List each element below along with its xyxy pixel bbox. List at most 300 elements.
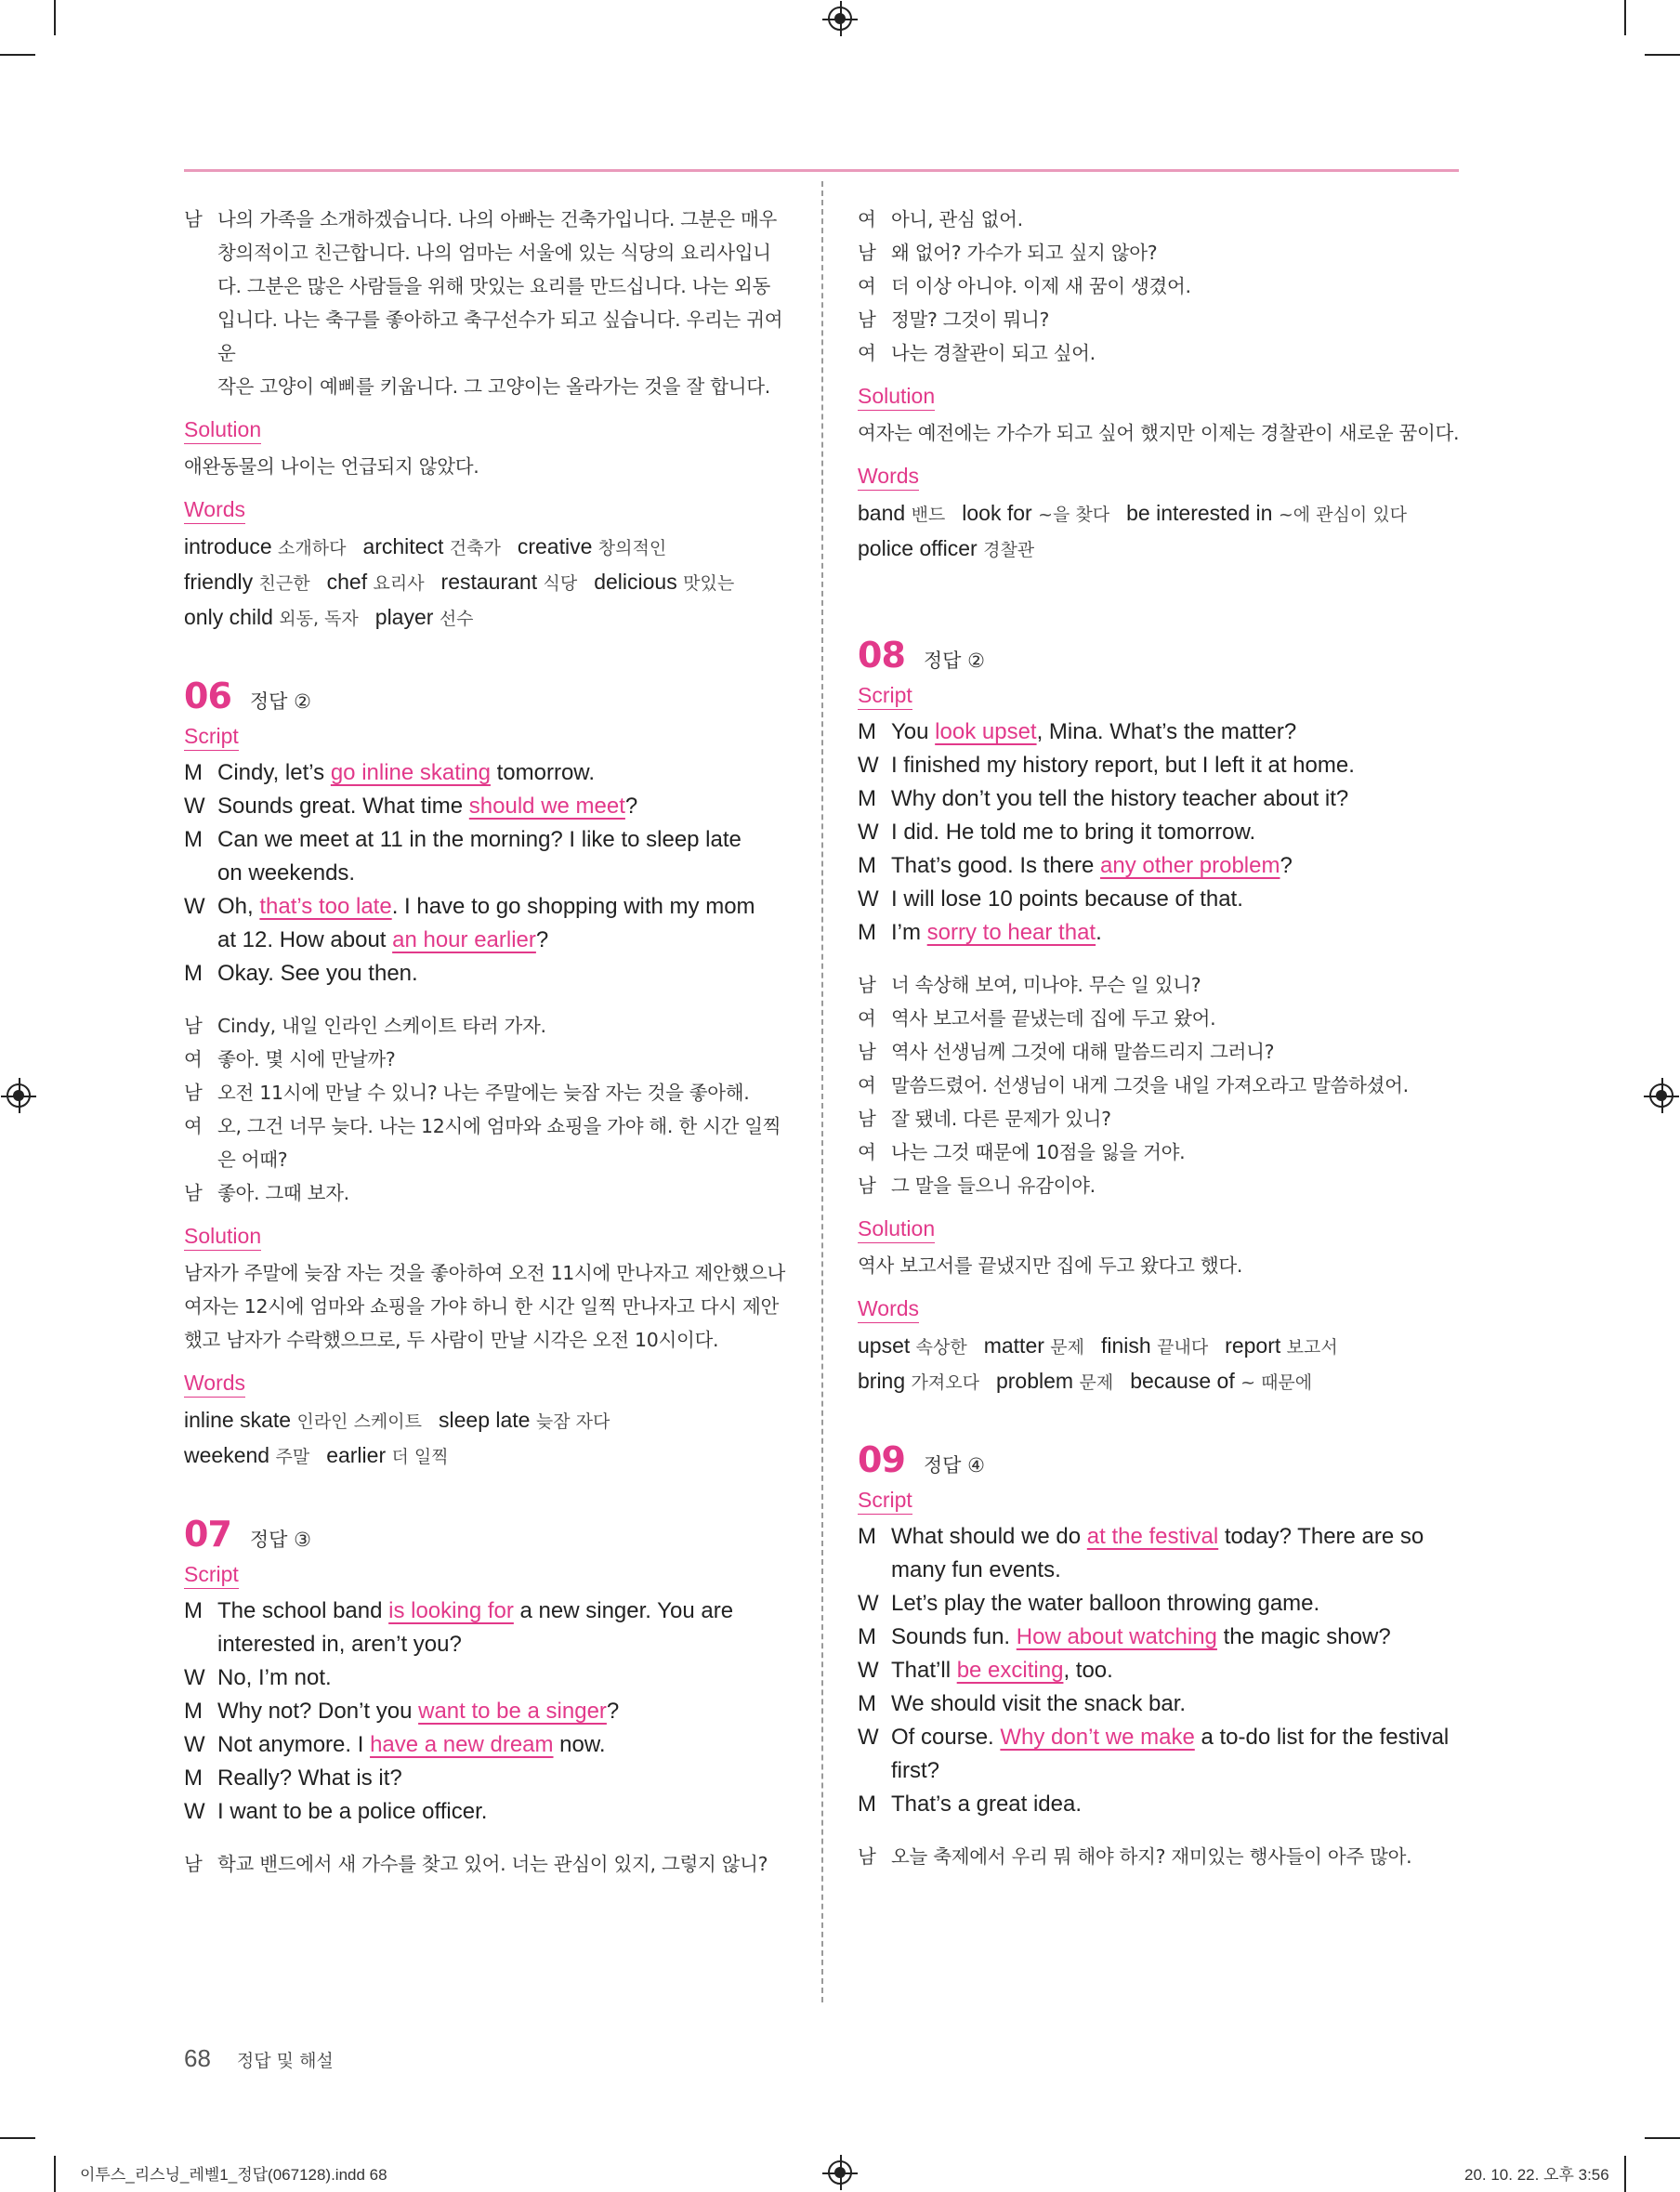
script-text: I will lose 10 points because of that. xyxy=(891,886,1243,912)
word-kr: 친근한 xyxy=(258,573,310,594)
script-text: That’s a great idea. xyxy=(891,1792,1083,1817)
speaker-label: 남 xyxy=(858,1041,876,1063)
word-en: weekend xyxy=(184,1443,270,1467)
speaker-label xyxy=(184,236,217,269)
key-phrase: have a new dream xyxy=(370,1732,554,1757)
speaker-label: M xyxy=(858,1624,876,1649)
line xyxy=(858,1788,1460,1821)
line-text xyxy=(891,1788,1460,1821)
solution-text: 했고 남자가 수락했으므로, 두 사람이 만날 시각은 오전 10시이다. xyxy=(184,1329,719,1351)
line-text xyxy=(891,715,1460,749)
line xyxy=(858,715,1460,749)
solution-text: 역사 보고서를 끝냈지만 집에 두고 왔다고 했다. xyxy=(858,1254,1243,1277)
script-text: the magic show? xyxy=(1216,1624,1391,1649)
line-text xyxy=(217,924,786,957)
crop-mark xyxy=(54,0,56,35)
line xyxy=(184,236,786,269)
line-text xyxy=(891,1721,1460,1754)
line-text xyxy=(891,1754,1460,1788)
speaker-label xyxy=(184,857,217,890)
line xyxy=(184,756,786,790)
word-en: restaurant xyxy=(440,570,538,594)
line-text xyxy=(217,1762,786,1795)
words-row xyxy=(184,565,786,600)
crop-mark xyxy=(1624,0,1626,35)
word-en: architect xyxy=(362,534,444,558)
line-text xyxy=(217,857,786,890)
line-text: 나의 가족을 소개하겠습니다. 나의 아빠는 건축가입니다. 그분은 매우 xyxy=(217,208,778,230)
words-label: Words xyxy=(858,1295,919,1323)
line xyxy=(858,236,1460,269)
word-kr: 속상한 xyxy=(915,1337,967,1358)
script-text: at 12. How about xyxy=(217,927,393,952)
speaker-label: W xyxy=(858,820,879,845)
script-text: Sounds great. What time xyxy=(217,794,469,819)
word-kr: ~을 찾다 xyxy=(1038,505,1110,525)
script-text: now. xyxy=(553,1732,606,1757)
line-text xyxy=(217,890,786,924)
script-text: Can we meet at 11 in the morning? I like to sleep late xyxy=(217,827,742,852)
registration-mark-icon xyxy=(828,7,852,31)
line-text: 좋아. 몇 시에 만날까? xyxy=(217,1048,396,1070)
line xyxy=(858,1721,1460,1754)
speaker-label: 여 xyxy=(858,208,876,230)
line-text: 말씀드렸어. 선생님이 내게 그것을 내일 가져오라고 말씀하셨어. xyxy=(891,1074,1409,1096)
speaker-label xyxy=(184,1628,217,1661)
line-text xyxy=(891,1554,1460,1587)
line-text xyxy=(217,1628,786,1661)
line-text: 작은 고양이 예삐를 키웁니다. 그 고양이는 올라가는 것을 잘 합니다. xyxy=(217,375,770,398)
words-row xyxy=(184,600,786,636)
line xyxy=(858,1035,1460,1069)
word-en: upset xyxy=(858,1333,911,1358)
line-text xyxy=(891,782,1460,816)
word-kr: 보고서 xyxy=(1286,1337,1338,1358)
speaker-label: W xyxy=(858,1658,879,1683)
script-text: tomorrow. xyxy=(490,760,595,785)
word-en: look for xyxy=(962,501,1032,525)
speaker-label: M xyxy=(858,1524,876,1549)
speaker-label: M xyxy=(184,827,203,852)
speaker-label: M xyxy=(858,1792,876,1817)
line xyxy=(184,924,786,957)
question-number: 08 xyxy=(858,635,905,676)
line-text: 오늘 축제에서 우리 뭐 해야 하지? 재미있는 행사들이 아주 많아. xyxy=(891,1845,1412,1868)
script-text: I finished my history report, but I left it at home. xyxy=(891,753,1355,778)
line xyxy=(858,1102,1460,1135)
line xyxy=(858,1169,1460,1202)
speaker-label: 여 xyxy=(858,275,876,297)
speaker-label xyxy=(858,1754,891,1788)
word-kr: ~ 때문에 xyxy=(1240,1372,1313,1393)
line-text: 입니다. 나는 축구를 좋아하고 축구선수가 되고 싶습니다. 우리는 귀여운 xyxy=(217,308,783,364)
script-text: ? xyxy=(606,1699,620,1724)
words-row xyxy=(184,1403,786,1438)
script-label: Script xyxy=(858,682,912,710)
question-header xyxy=(858,1438,1460,1481)
key-phrase: How about watching xyxy=(1016,1624,1217,1649)
line xyxy=(858,1840,1460,1873)
line xyxy=(184,1176,786,1210)
script-text: , Mina. What’s the matter? xyxy=(1036,719,1297,744)
answer-label: 정답 ④ xyxy=(923,1454,985,1477)
word-kr: 주말 xyxy=(275,1447,310,1467)
answer-label: 정답 ③ xyxy=(249,1529,311,1551)
speaker-label: W xyxy=(858,1591,879,1616)
script-text: Really? What is it? xyxy=(217,1765,402,1791)
line xyxy=(184,823,786,857)
line-text xyxy=(891,849,1460,883)
script-text: ? xyxy=(624,794,638,819)
word-kr: 선수 xyxy=(439,609,474,629)
line xyxy=(858,336,1460,370)
word-kr: 창의적인 xyxy=(597,538,667,558)
script-text: Why not? Don’t you xyxy=(217,1699,419,1724)
line xyxy=(184,269,786,303)
word-en: chef xyxy=(326,570,368,594)
words-row xyxy=(184,1438,786,1474)
line-text xyxy=(217,1695,786,1728)
key-phrase: an hour earlier xyxy=(392,927,536,952)
line-text xyxy=(217,1661,786,1695)
word-en: inline skate xyxy=(184,1408,292,1432)
line-text xyxy=(891,749,1460,782)
script-text: I did. He told me to bring it tomorrow. xyxy=(891,820,1256,845)
word-kr: 밴드 xyxy=(911,505,946,525)
line xyxy=(184,1628,786,1661)
line-text: 창의적이고 친근합니다. 나의 엄마는 서울에 있는 식당의 요리사입니 xyxy=(217,242,771,264)
script-text: ? xyxy=(1280,853,1293,878)
word-en: because of xyxy=(1130,1369,1235,1393)
script-text: Oh, xyxy=(217,894,260,919)
speaker-label xyxy=(184,269,217,303)
key-phrase: sorry to hear that xyxy=(926,920,1096,945)
script-text: . I have to go shopping with my mom xyxy=(391,894,755,919)
question-header xyxy=(858,634,1460,676)
crop-mark xyxy=(1645,54,1680,56)
word-en: delicious xyxy=(594,570,677,594)
line-text xyxy=(891,816,1460,849)
question-number: 06 xyxy=(184,676,231,716)
line-text xyxy=(891,1520,1460,1554)
key-phrase: is looking for xyxy=(388,1598,514,1623)
speaker-label xyxy=(184,370,217,403)
script-text: Let’s play the water balloon throwing game. xyxy=(891,1591,1320,1616)
word-kr: 문제 xyxy=(1050,1337,1085,1358)
question-header xyxy=(184,1513,786,1555)
speaker-label: 남 xyxy=(184,1182,203,1204)
line xyxy=(858,303,1460,336)
words-row xyxy=(858,532,1460,567)
line-text: 다. 그분은 많은 사람들을 위해 맛있는 요리를 만드십니다. 나는 외동 xyxy=(217,275,770,297)
script-text: I’m xyxy=(891,920,927,945)
line xyxy=(184,1762,786,1795)
word-kr: 늦잠 자다 xyxy=(535,1411,610,1432)
word-kr: 가져오다 xyxy=(911,1372,979,1393)
line xyxy=(184,1109,786,1143)
script-text: , too. xyxy=(1063,1658,1113,1683)
line xyxy=(858,1069,1460,1102)
line-text: 아니, 관심 없어. xyxy=(891,208,1023,230)
word-en: bring xyxy=(858,1369,906,1393)
speaker-label: 남 xyxy=(858,308,876,331)
line-text xyxy=(217,1728,786,1762)
line xyxy=(858,1135,1460,1169)
registration-mark-icon xyxy=(828,2160,852,2185)
speaker-label: 남 xyxy=(858,1845,876,1868)
line xyxy=(858,1587,1460,1621)
line-text: 은 어때? xyxy=(217,1149,288,1171)
question-number: 07 xyxy=(184,1514,231,1555)
line xyxy=(184,1661,786,1695)
script-text: a to-do list for the festival xyxy=(1194,1725,1450,1750)
script-label: Script xyxy=(184,723,239,751)
words-row xyxy=(858,1329,1460,1364)
word-kr: 요리사 xyxy=(373,573,425,594)
line xyxy=(184,303,786,370)
line xyxy=(184,203,786,236)
speaker-label: 남 xyxy=(184,1015,203,1037)
solution-label: Solution xyxy=(858,383,935,411)
script-text: Not anymore. I xyxy=(217,1732,371,1757)
line xyxy=(858,203,1460,236)
left-column xyxy=(184,203,786,1881)
line xyxy=(858,916,1460,950)
word-en: sleep late xyxy=(439,1408,531,1432)
word-en: band xyxy=(858,501,906,525)
question-number: 09 xyxy=(858,1439,905,1480)
column-divider xyxy=(821,181,823,2002)
speaker-label xyxy=(184,924,217,957)
word-kr: 건축가 xyxy=(449,538,501,558)
word-kr: 식당 xyxy=(543,573,578,594)
line xyxy=(184,370,786,403)
words-label: Words xyxy=(184,1370,245,1398)
speaker-label xyxy=(184,1143,217,1176)
script-text: The school band xyxy=(217,1598,389,1623)
key-phrase: should we meet xyxy=(468,794,625,819)
line xyxy=(184,957,786,991)
line-text: Cindy, 내일 인라인 스케이트 타러 가자. xyxy=(217,1015,546,1037)
word-en: creative xyxy=(517,534,593,558)
line-text: 좋아. 그때 보자. xyxy=(217,1182,349,1204)
speaker-label: M xyxy=(184,1699,203,1724)
crop-mark xyxy=(54,2156,56,2192)
word-kr: 맛있는 xyxy=(683,573,735,594)
speaker-label: W xyxy=(858,886,879,912)
speaker-label: 여 xyxy=(858,1074,876,1096)
word-kr: 인라인 스케이트 xyxy=(296,1411,422,1432)
line xyxy=(858,1002,1460,1035)
speaker-label: 남 xyxy=(184,1082,203,1104)
script-text: interested in, aren’t you? xyxy=(217,1632,462,1657)
line-text: 정말? 그것이 뭐니? xyxy=(891,308,1050,331)
line-text: 오, 그건 너무 늦다. 나는 12시에 엄마와 쇼핑을 가야 해. 한 시간 일찍 xyxy=(217,1115,781,1137)
answer-label: 정답 ② xyxy=(249,690,311,713)
line xyxy=(184,1143,786,1176)
speaker-label: M xyxy=(858,786,876,811)
line xyxy=(184,1695,786,1728)
words-row xyxy=(858,496,1460,532)
line-text xyxy=(217,790,786,823)
crop-mark xyxy=(0,2137,35,2139)
word-en: finish xyxy=(1101,1333,1151,1358)
line xyxy=(858,782,1460,816)
speaker-label: W xyxy=(184,894,205,919)
question-header xyxy=(184,675,786,717)
line xyxy=(858,1621,1460,1654)
speaker-label: M xyxy=(858,1691,876,1716)
words-label: Words xyxy=(184,496,245,524)
solution-text: 애완동물의 나이는 언급되지 않았다. xyxy=(184,455,479,478)
speaker-label: 여 xyxy=(858,1007,876,1030)
line-text xyxy=(217,1795,786,1829)
line xyxy=(184,790,786,823)
line-text: 역사 보고서를 끝냈는데 집에 두고 왔어. xyxy=(891,1007,1216,1030)
line xyxy=(858,269,1460,303)
key-phrase: at the festival xyxy=(1086,1524,1219,1549)
line xyxy=(858,749,1460,782)
line xyxy=(184,1043,786,1076)
script-text: . xyxy=(1096,920,1102,945)
word-en: police officer xyxy=(858,536,978,560)
line xyxy=(858,883,1460,916)
speaker-label: W xyxy=(184,1665,205,1690)
word-en: matter xyxy=(983,1333,1044,1358)
script-text: No, I’m not. xyxy=(217,1665,332,1690)
solution-label: Solution xyxy=(184,1223,261,1251)
speaker-label: M xyxy=(184,1765,203,1791)
line-text: 나는 경찰관이 되고 싶어. xyxy=(891,342,1096,364)
speaker-label: M xyxy=(858,719,876,744)
script-text: What should we do xyxy=(891,1524,1087,1549)
line xyxy=(858,1654,1460,1687)
script-text: That’ll xyxy=(891,1658,957,1683)
line-text: 학교 밴드에서 새 가수를 찾고 있어. 너는 관심이 있지, 그렇지 않니? xyxy=(217,1853,768,1875)
word-en: problem xyxy=(995,1369,1074,1393)
line-text xyxy=(891,1587,1460,1621)
line-text: 오전 11시에 만날 수 있니? 나는 주말에는 늦잠 자는 것을 좋아해. xyxy=(217,1082,750,1104)
registration-mark-icon xyxy=(1649,1083,1673,1108)
speaker-label: 남 xyxy=(858,974,876,996)
key-phrase: look upset xyxy=(935,719,1037,744)
key-phrase: go inline skating xyxy=(330,760,491,785)
word-kr: 더 일찍 xyxy=(391,1447,449,1467)
speaker-label: W xyxy=(858,1725,879,1750)
line xyxy=(858,816,1460,849)
speaker-label: M xyxy=(858,920,876,945)
words-row xyxy=(184,530,786,565)
line xyxy=(184,1009,786,1043)
line-text: 더 이상 아니야. 이제 새 꿈이 생겼어. xyxy=(891,275,1191,297)
word-en: earlier xyxy=(326,1443,387,1467)
speaker-label: W xyxy=(858,753,879,778)
page-footer xyxy=(184,2044,334,2073)
script-text: I want to be a police officer. xyxy=(217,1799,488,1824)
script-text: first? xyxy=(891,1758,940,1783)
right-column xyxy=(858,203,1460,1873)
answer-label: 정답 ② xyxy=(923,650,985,672)
speaker-label: 여 xyxy=(184,1048,203,1070)
key-phrase: be exciting xyxy=(956,1658,1064,1683)
speaker-label xyxy=(858,1554,891,1587)
line-text: 왜 없어? 가수가 되고 싶지 않아? xyxy=(891,242,1158,264)
line xyxy=(184,857,786,890)
line-text xyxy=(217,756,786,790)
crop-mark xyxy=(0,54,35,56)
word-kr: 외동, 독자 xyxy=(279,609,359,629)
line xyxy=(184,1847,786,1881)
speaker-label xyxy=(184,303,217,370)
script-text: today? There are so xyxy=(1218,1524,1424,1549)
script-label: Script xyxy=(184,1561,239,1589)
word-en: report xyxy=(1225,1333,1281,1358)
line-text: 잘 됐네. 다른 문제가 있니? xyxy=(891,1108,1111,1130)
line xyxy=(184,1728,786,1762)
crop-mark xyxy=(1624,2156,1626,2192)
word-en: introduce xyxy=(184,534,272,558)
word-en: be interested in xyxy=(1126,501,1273,525)
speaker-label: W xyxy=(184,1799,205,1824)
solution-label: Solution xyxy=(858,1215,935,1243)
line-text xyxy=(891,883,1460,916)
speaker-label: 여 xyxy=(858,342,876,364)
key-phrase: any other problem xyxy=(1100,853,1280,878)
line-text xyxy=(891,1654,1460,1687)
line xyxy=(858,968,1460,1002)
crop-mark xyxy=(1645,2137,1680,2139)
line-text: 너 속상해 보여, 미나야. 무슨 일 있니? xyxy=(891,974,1201,996)
speaker-label: 남 xyxy=(858,1175,876,1197)
speaker-label: M xyxy=(858,853,876,878)
line xyxy=(184,1595,786,1628)
line-text: 나는 그것 때문에 10점을 잃을 거야. xyxy=(891,1141,1186,1163)
script-text: You xyxy=(891,719,936,744)
line xyxy=(184,1795,786,1829)
speaker-label: M xyxy=(184,1598,203,1623)
key-phrase: that’s too late xyxy=(259,894,392,919)
solution-text: 여자는 12시에 엄마와 쇼핑을 가야 하니 한 시간 일찍 만나자고 다시 제안 xyxy=(184,1295,779,1318)
line xyxy=(858,1554,1460,1587)
line xyxy=(858,1687,1460,1721)
script-text: many fun events. xyxy=(891,1557,1061,1582)
script-text: Of course. xyxy=(891,1725,1001,1750)
speaker-label: W xyxy=(184,1732,205,1757)
word-kr: ~에 관심이 있다 xyxy=(1278,505,1407,525)
script-text: Okay. See you then. xyxy=(217,961,418,986)
solution-label: Solution xyxy=(184,416,261,444)
line-text xyxy=(217,957,786,991)
script-text: ? xyxy=(535,927,549,952)
speaker-label: M xyxy=(184,961,203,986)
line xyxy=(184,890,786,924)
word-en: only child xyxy=(184,605,273,629)
word-kr: 소개하다 xyxy=(278,538,347,558)
words-row xyxy=(858,1364,1460,1399)
speaker-label: 여 xyxy=(858,1141,876,1163)
key-phrase: want to be a singer xyxy=(418,1699,607,1724)
solution-text: 남자가 주말에 늦잠 자는 것을 좋아하여 오전 11시에 만나자고 제안했으나 xyxy=(184,1262,786,1284)
line-text: 역사 선생님께 그것에 대해 말씀드리지 그러니? xyxy=(891,1041,1275,1063)
line-text xyxy=(217,1595,786,1628)
key-phrase: Why don’t we make xyxy=(1000,1725,1195,1750)
speaker-label: 남 xyxy=(858,242,876,264)
script-text: Cindy, let’s xyxy=(217,760,331,785)
script-text: Sounds fun. xyxy=(891,1624,1017,1649)
line-text xyxy=(217,823,786,857)
line xyxy=(184,1076,786,1109)
line xyxy=(858,1520,1460,1554)
